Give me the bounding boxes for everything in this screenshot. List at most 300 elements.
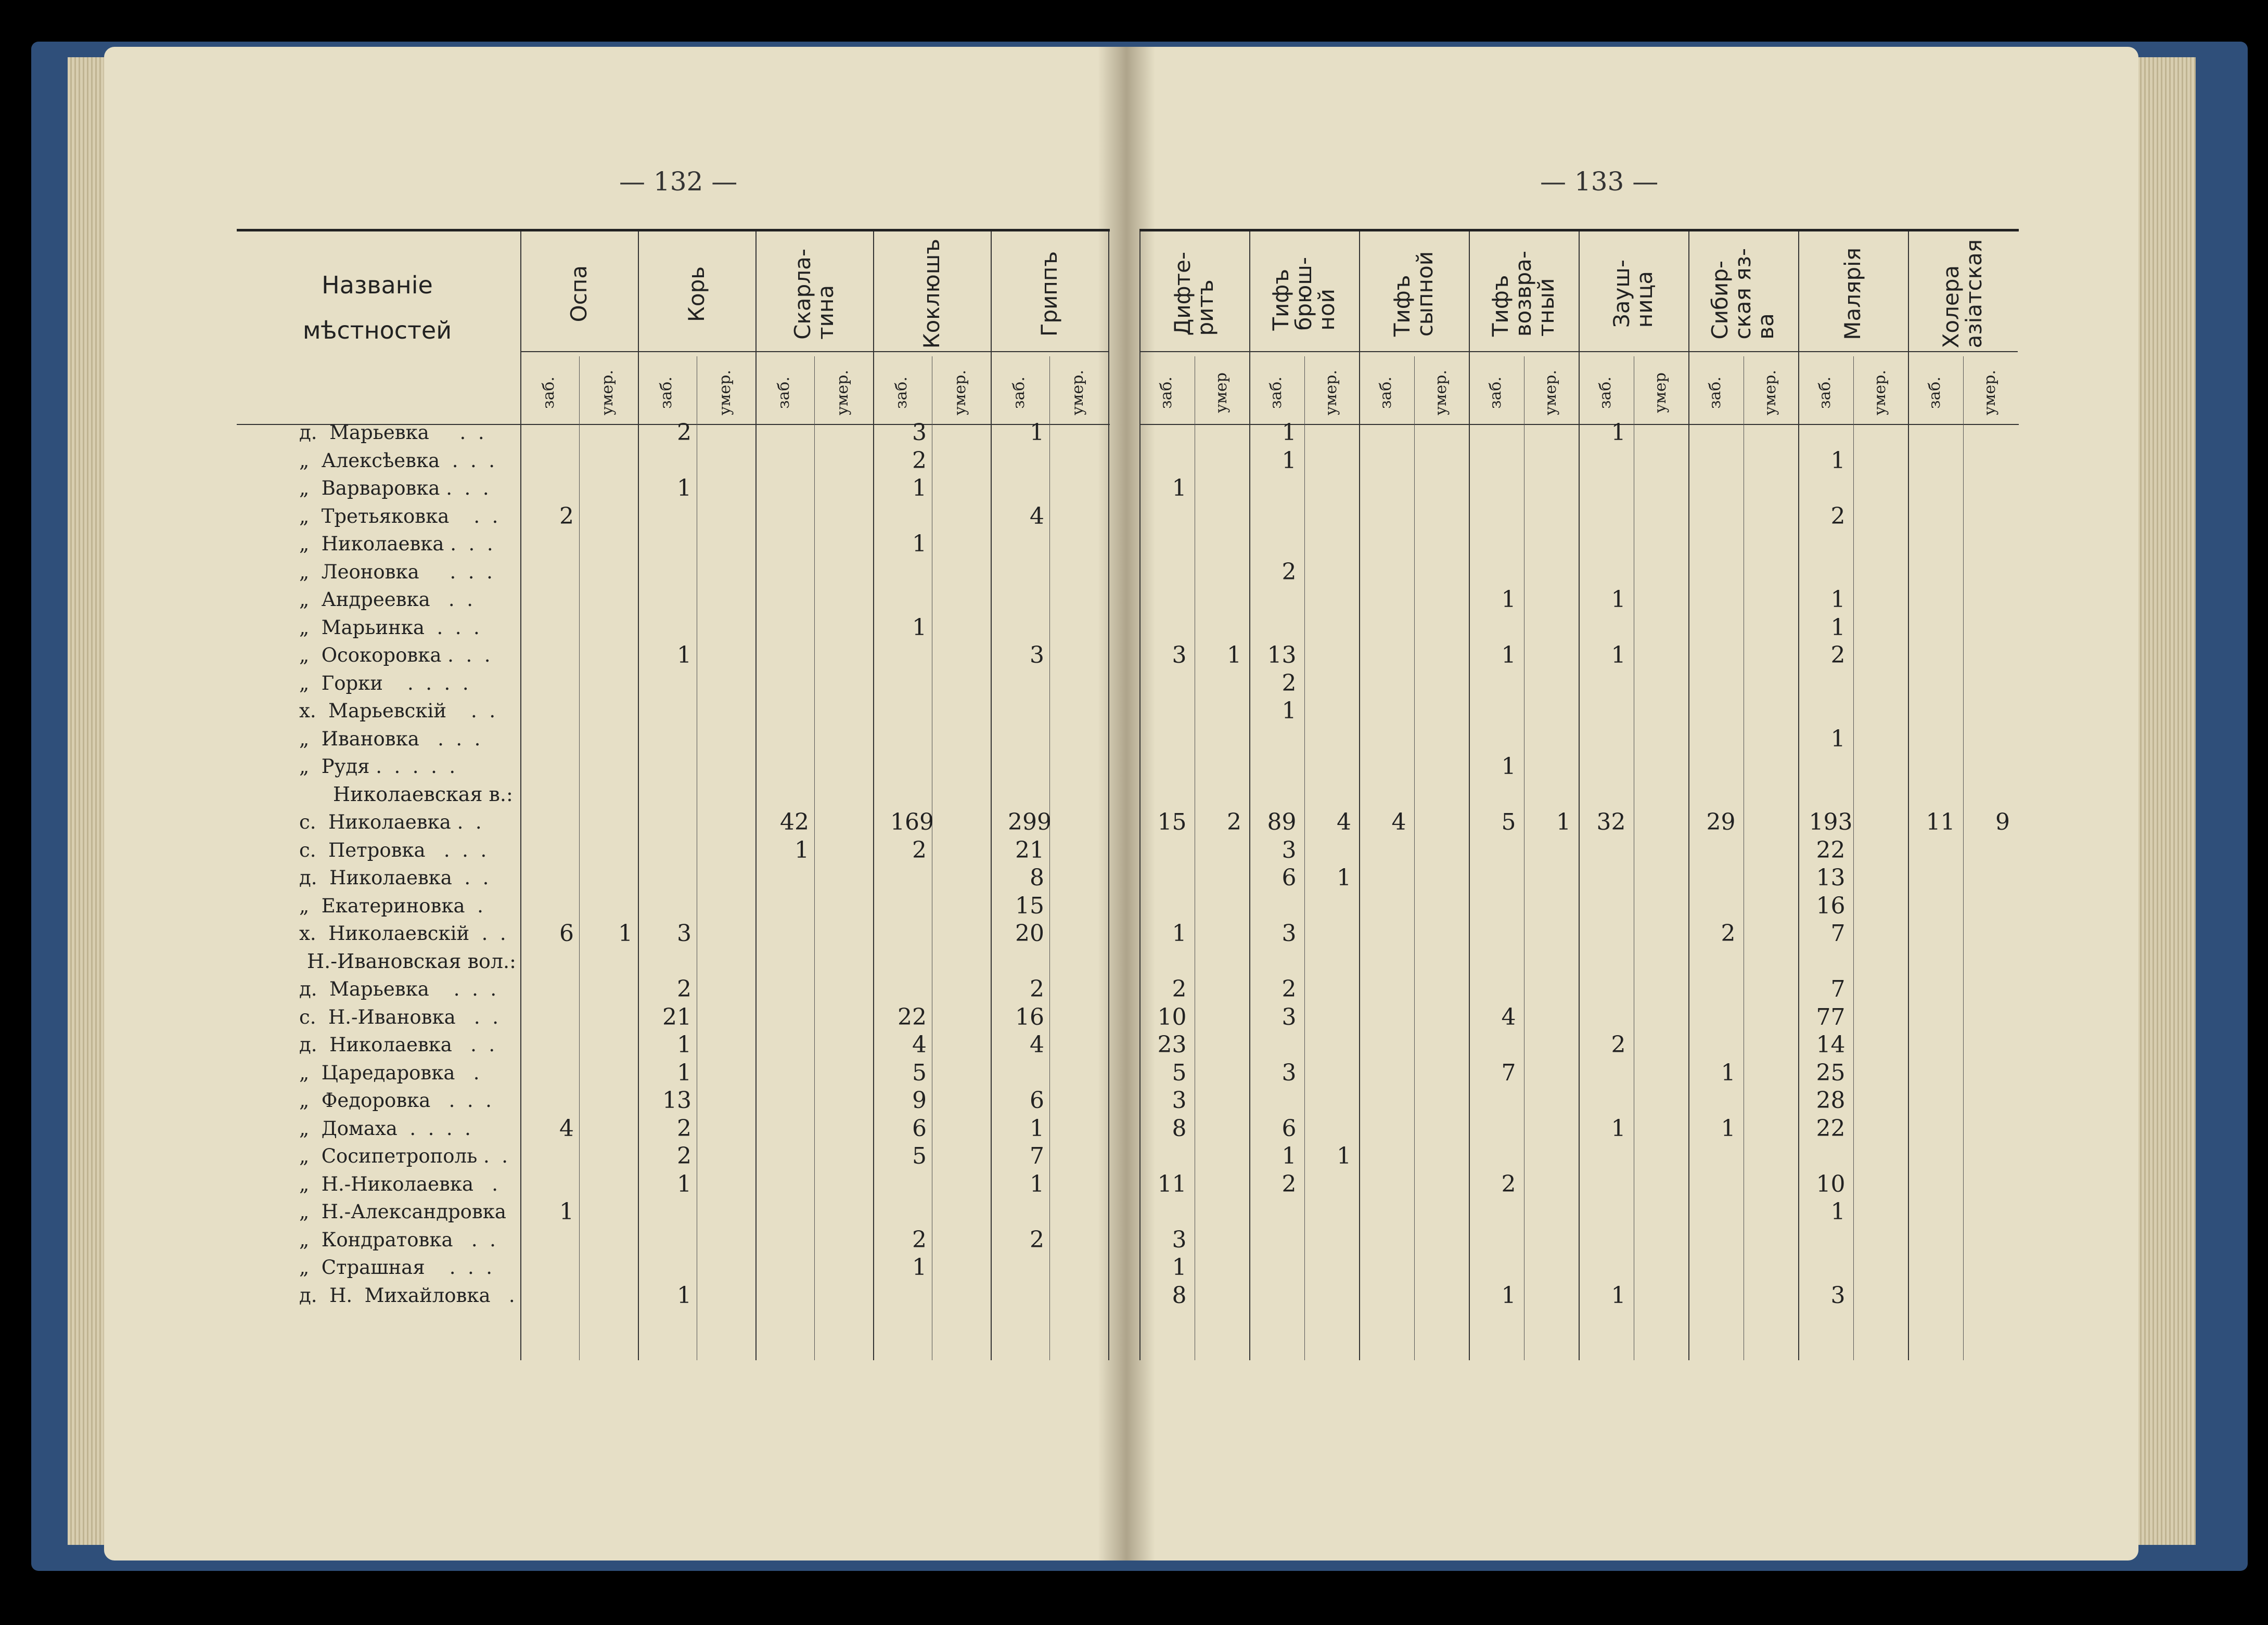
cell-value: 25	[1816, 1059, 1846, 1086]
sub-header	[1865, 362, 1896, 424]
locality-name: „ Екатериновка .	[299, 894, 483, 917]
cell-value: 1	[1501, 753, 1516, 780]
sub-header-rule	[1579, 351, 1688, 352]
cell-value: 1	[912, 531, 927, 557]
cell-value: 1	[1030, 1115, 1044, 1142]
cell-value: 1	[1337, 865, 1351, 891]
cell-value: 1	[795, 836, 809, 863]
cell-value: 3	[1282, 836, 1297, 863]
sub-header-rule	[991, 351, 1108, 352]
sub-header	[1755, 362, 1786, 424]
cell-value: 1	[677, 642, 691, 668]
cell-value: 2	[677, 1143, 691, 1169]
sub-label-ill: заб.	[892, 377, 911, 409]
sub-label-died: умер.	[1431, 370, 1450, 416]
cell-value: 23	[1157, 1031, 1187, 1058]
cell-value: 5	[912, 1143, 927, 1169]
cell-value: 2	[912, 836, 927, 863]
table-row	[1139, 586, 2019, 613]
disease-label: Коклюшъ	[918, 239, 944, 349]
cell-value: 22	[898, 1003, 927, 1030]
sub-header	[1480, 362, 1511, 424]
table-row	[237, 975, 1110, 1003]
sub-header	[651, 362, 682, 424]
table-row	[1139, 1198, 2019, 1226]
cell-value: 1	[677, 1059, 691, 1086]
table-row	[1139, 1282, 2019, 1309]
sub-header-rule	[1249, 351, 1359, 352]
disease-label: Малярія	[1839, 248, 1865, 340]
cell-value: 1	[1172, 920, 1187, 947]
cell-value: 1	[912, 1254, 927, 1281]
sub-label-died: умер.	[1870, 370, 1889, 416]
table-row	[1139, 864, 2019, 892]
cell-value: 1	[1172, 1254, 1187, 1281]
cell-value: 1	[1282, 1143, 1297, 1169]
cell-value: 3	[912, 419, 927, 446]
locality-name: с. Николаевка . .	[299, 811, 482, 833]
disease-header	[898, 239, 966, 349]
table-row	[237, 781, 1110, 808]
cell-value: 3	[1030, 642, 1044, 668]
disease-label: Тифъ возвра- тный	[1487, 251, 1559, 337]
sub-header-rule	[1139, 351, 1249, 352]
sub-header-rule	[1688, 351, 1798, 352]
table-row	[1139, 1031, 2019, 1059]
table-row	[1139, 502, 2019, 530]
locality-name: с. Н.-Ивановка . .	[299, 1005, 498, 1028]
cell-value: 1	[1611, 642, 1626, 668]
sub-header	[1590, 362, 1621, 424]
cell-value: 1	[1611, 1282, 1626, 1309]
cell-value: 15	[1015, 892, 1044, 919]
cell-value: 42	[780, 809, 809, 835]
cell-value: 1	[912, 614, 927, 641]
cell-value: 3	[1172, 642, 1187, 668]
cell-value: 5	[1172, 1059, 1187, 1086]
sub-label-ill: заб.	[1487, 377, 1505, 409]
table-row	[237, 1142, 1110, 1170]
table-row	[237, 892, 1110, 920]
locality-name: „ Страшная . . .	[299, 1256, 493, 1279]
cell-value: 2	[1282, 669, 1297, 697]
table-row	[1139, 975, 2019, 1003]
table-row	[1139, 836, 2019, 864]
table-row	[237, 1087, 1110, 1114]
table-row	[1139, 669, 2019, 697]
locality-name: д. Марьевка . . .	[299, 978, 497, 1000]
sub-label-died: умер.	[834, 370, 852, 416]
disease-header	[1160, 242, 1228, 346]
cell-value: 15	[1157, 809, 1187, 835]
cell-value: 6	[1282, 1115, 1297, 1142]
table-row	[237, 725, 1110, 753]
cell-value: 10	[1157, 1003, 1187, 1030]
table-row	[1139, 920, 2019, 947]
sub-header	[886, 362, 917, 424]
cell-value: 1	[912, 475, 927, 501]
cell-value: 1	[1721, 1115, 1736, 1142]
cell-value: 1	[1830, 447, 1846, 474]
cell-value: 11	[1157, 1170, 1187, 1197]
cell-value: 89	[1267, 809, 1297, 835]
locality-name: с. Петровка . . .	[299, 839, 487, 861]
disease-header	[1380, 242, 1447, 346]
sub-label-died: умер.	[1069, 370, 1087, 416]
table-row	[1139, 1226, 2019, 1254]
disease-header	[1487, 242, 1559, 346]
page-edges-left	[68, 57, 109, 1545]
cell-value: 6	[1030, 1087, 1044, 1114]
disease-label: Дифте- ритъ	[1169, 252, 1218, 336]
sub-label-ill: заб.	[1926, 377, 1944, 409]
sub-label-died: умер.	[716, 370, 735, 416]
sub-label-ill: заб.	[1157, 377, 1176, 409]
cell-value: 1	[1611, 586, 1626, 613]
cell-value: 7	[1030, 1143, 1044, 1169]
locality-name: д. Марьевка . .	[299, 421, 484, 444]
cell-value: 2	[677, 1115, 691, 1142]
cell-value: 5	[912, 1059, 927, 1086]
table-row	[1139, 725, 2019, 753]
table-row	[1139, 1003, 2019, 1031]
table-row	[237, 808, 1110, 836]
cell-value: 2	[1830, 642, 1846, 668]
sub-header-rule	[1798, 351, 1908, 352]
cell-value: 2	[912, 447, 927, 474]
cell-value: 2	[1830, 502, 1846, 530]
table-row	[1139, 948, 2019, 975]
sub-header-rule	[638, 351, 755, 352]
cell-value: 32	[1596, 809, 1626, 835]
table-row	[237, 641, 1110, 669]
table-right	[1139, 229, 2019, 1360]
cell-value: 2	[559, 502, 574, 530]
locality-name: „ Федоровка . . .	[299, 1089, 492, 1112]
sub-label-died: умер.	[1541, 370, 1560, 416]
cell-value: 4	[1337, 809, 1351, 835]
locality-name: х. Марьевскій . .	[299, 700, 496, 722]
page-number-right: — 133 —	[1540, 166, 1659, 197]
cell-value: 20	[1015, 920, 1044, 947]
cell-value: 3	[1172, 1087, 1187, 1114]
sub-header	[1062, 362, 1094, 424]
disease-label: Зауш- ница	[1608, 260, 1657, 328]
locality-name: д. Николаевка . .	[299, 1034, 495, 1056]
sub-header	[1426, 362, 1457, 424]
table-row	[1139, 474, 2019, 502]
locality-name: х. Николаевскій . .	[299, 922, 506, 945]
cell-value: 1	[677, 1170, 691, 1197]
disease-header	[780, 242, 848, 346]
cell-value: 4	[1030, 502, 1044, 530]
sub-header-rule	[1908, 351, 2018, 352]
cell-value: 3	[1172, 1226, 1187, 1253]
cell-value: 2	[1227, 809, 1241, 835]
table-row	[1139, 1142, 2019, 1170]
table-row	[237, 1226, 1110, 1254]
sub-header	[1004, 362, 1035, 424]
cell-value: 2	[1721, 920, 1736, 947]
cell-value: 10	[1816, 1170, 1846, 1197]
cell-value: 3	[1282, 1059, 1297, 1086]
sub-header-rule	[520, 351, 638, 352]
table-row	[237, 753, 1110, 780]
cell-value: 1	[1611, 419, 1626, 446]
disease-label: Корь	[683, 266, 709, 322]
cell-value: 28	[1816, 1087, 1846, 1114]
table-row	[237, 1254, 1110, 1281]
sub-header	[1975, 362, 2006, 424]
sub-header	[1261, 362, 1292, 424]
table-row	[1139, 614, 2019, 641]
locality-name: „ Кондратовка . .	[299, 1228, 496, 1251]
cell-value: 1	[1501, 1282, 1516, 1309]
sub-label-died: умер	[1651, 372, 1670, 413]
sub-label-ill: заб.	[1706, 377, 1725, 409]
cell-value: 4	[912, 1031, 927, 1058]
sub-label-ill: заб.	[1377, 377, 1395, 409]
disease-header	[1929, 239, 1996, 349]
cell-value: 4	[559, 1115, 574, 1142]
sub-label-ill: заб.	[775, 377, 793, 409]
cell-value: 1	[1227, 642, 1241, 668]
cell-value: 13	[1267, 642, 1297, 668]
sub-header-rule	[1359, 351, 1469, 352]
sub-header	[1810, 362, 1841, 424]
cell-value: 5	[1501, 809, 1516, 835]
sub-header-rule	[873, 351, 991, 352]
sub-header	[1919, 362, 1951, 424]
table-row	[237, 614, 1110, 641]
cell-value: 2	[1282, 976, 1297, 1002]
cell-value: 2	[1611, 1031, 1626, 1058]
cell-value: 1	[559, 1198, 574, 1225]
section-title: Н.-Ивановская вол.:	[307, 949, 516, 973]
cell-value: 2	[677, 419, 691, 446]
cell-value: 1	[1830, 614, 1846, 641]
table-row	[237, 920, 1110, 947]
sub-header-rule	[1469, 351, 1579, 352]
table-row	[237, 530, 1110, 558]
table-row	[237, 1031, 1110, 1059]
locality-name: „ Осокоровка . . .	[299, 644, 491, 666]
cell-value: 1	[1337, 1143, 1351, 1169]
cell-value: 1	[1501, 586, 1516, 613]
cell-value: 11	[1926, 809, 1955, 835]
table-row	[237, 502, 1110, 530]
table-row	[237, 948, 1110, 975]
locality-name: „ Алексѣевка . . .	[299, 449, 495, 472]
disease-header	[1016, 242, 1083, 346]
locality-name: „ Рудя . . . . .	[299, 755, 456, 778]
cell-value: 1	[1830, 586, 1846, 613]
table-row	[1139, 1059, 2019, 1087]
locality-name: „ Сосипетрополь . .	[299, 1145, 508, 1167]
table-row	[1139, 1087, 2019, 1114]
cell-value: 3	[1830, 1282, 1846, 1309]
cell-value: 7	[1830, 976, 1846, 1002]
table-row	[237, 558, 1110, 586]
cell-value: 169	[890, 809, 934, 835]
cell-value: 6	[912, 1115, 927, 1142]
table-row	[237, 1282, 1110, 1309]
cell-value: 2	[1172, 976, 1187, 1002]
table-row	[237, 447, 1110, 474]
sub-header	[1645, 362, 1676, 424]
cell-value: 9	[912, 1087, 927, 1114]
cell-value: 1	[1556, 809, 1571, 835]
table-row	[1139, 1115, 2019, 1142]
table-row	[1139, 697, 2019, 725]
locality-name: „ Домаха . . . .	[299, 1117, 471, 1140]
locality-name: д. Николаевка . .	[299, 867, 489, 889]
locality-name: „ Леоновка . . .	[299, 560, 493, 583]
sub-label-ill: заб.	[1596, 377, 1615, 409]
table-row	[237, 864, 1110, 892]
table-row	[237, 697, 1110, 725]
sub-header	[1316, 362, 1347, 424]
disease-label: Тифъ сыпной	[1389, 251, 1438, 337]
cell-value: 21	[1015, 836, 1044, 863]
cell-value: 6	[1282, 865, 1297, 891]
locality-name: „ Андреевка . .	[299, 588, 473, 611]
sub-label-died: умер.	[1980, 370, 1999, 416]
cell-value: 21	[662, 1003, 691, 1030]
cell-value: 1	[1830, 725, 1846, 752]
cell-value: 1	[1501, 642, 1516, 668]
table-row	[237, 1198, 1110, 1226]
cell-value: 1	[1721, 1059, 1736, 1086]
locality-name: „ Ивановка . . .	[299, 727, 481, 750]
sub-label-ill: заб.	[657, 377, 676, 409]
locality-name: д. Н. Михайловка .	[299, 1284, 515, 1307]
cell-value: 1	[1611, 1115, 1626, 1142]
table-row	[1139, 753, 2019, 780]
disease-label: Оспа	[566, 265, 592, 323]
cell-value: 2	[1282, 558, 1297, 585]
cell-value: 8	[1172, 1115, 1187, 1142]
sub-label-died: умер.	[1761, 370, 1779, 416]
cell-value: 2	[1282, 1170, 1297, 1197]
locality-name: „ Горки . . . .	[299, 672, 469, 694]
sub-header	[768, 362, 800, 424]
sub-label-ill: заб.	[1267, 377, 1286, 409]
disease-header	[1599, 242, 1667, 346]
sub-header	[1151, 362, 1182, 424]
disease-label: Сибир- ская яз- ва	[1707, 248, 1779, 340]
table-row	[237, 419, 1110, 446]
locality-name: „ Варваровка . . .	[299, 477, 489, 499]
cell-value: 2	[912, 1226, 927, 1253]
table-row	[1139, 419, 2019, 446]
cell-value: 13	[1816, 865, 1846, 891]
disease-label: Скарла- тина	[789, 248, 838, 340]
table-row	[237, 669, 1110, 697]
cell-value: 1	[677, 475, 691, 501]
cell-value: 4	[1391, 809, 1406, 835]
cell-value: 22	[1816, 1115, 1846, 1142]
sub-header	[945, 362, 976, 424]
cell-value: 77	[1816, 1003, 1846, 1030]
table-row	[1139, 781, 2019, 808]
cell-value: 1	[677, 1282, 691, 1309]
cell-value: 1	[1282, 447, 1297, 474]
table-left	[237, 229, 1110, 1360]
sub-label-died: умер	[1212, 372, 1231, 413]
cell-value: 4	[1030, 1031, 1044, 1058]
table-row	[1139, 808, 2019, 836]
table-row	[1139, 530, 2019, 558]
cell-value: 6	[559, 920, 574, 947]
locality-name: „ Н.-Николаевка .	[299, 1172, 498, 1195]
disease-label: Гриппъ	[1036, 251, 1062, 337]
table-row	[237, 1003, 1110, 1031]
cell-value: 1	[1030, 419, 1044, 446]
sub-label-died: умер.	[598, 370, 617, 416]
table-row	[237, 474, 1110, 502]
cell-value: 1	[618, 920, 633, 947]
table-row	[237, 1059, 1110, 1087]
section-title: Николаевская в.:	[333, 782, 513, 806]
disease-header	[1267, 242, 1340, 346]
cell-value: 16	[1816, 892, 1846, 919]
cell-value: 16	[1015, 1003, 1044, 1030]
table-row	[1139, 558, 2019, 586]
sub-header	[1370, 362, 1402, 424]
sub-header	[827, 362, 858, 424]
cell-value: 1	[1030, 1170, 1044, 1197]
cell-value: 29	[1706, 809, 1736, 835]
page-edges-right	[2133, 57, 2196, 1545]
locality-name: „ Третьяковка . .	[299, 505, 498, 527]
disease-header	[1709, 242, 1777, 346]
cell-value: 3	[677, 920, 691, 947]
table-row	[1139, 892, 2019, 920]
sub-header	[533, 362, 565, 424]
cell-value: 1	[677, 1031, 691, 1058]
cell-value: 14	[1816, 1031, 1846, 1058]
table-row	[1139, 1254, 2019, 1281]
cell-value: 13	[662, 1087, 691, 1114]
locality-name: „ Николаевка . . .	[299, 533, 493, 555]
cell-value: 3	[1282, 1003, 1297, 1030]
disease-label: Холера азіатская	[1938, 239, 1987, 349]
disease-header	[663, 242, 731, 346]
disease-label: Тифъ брюш- ной	[1267, 257, 1340, 331]
table-row	[1139, 447, 2019, 474]
header-locality: Названіе мѣстностей	[302, 271, 452, 345]
cell-value: 1	[1172, 475, 1187, 501]
sub-header	[710, 362, 741, 424]
sub-header	[1700, 362, 1731, 424]
table-row	[237, 836, 1110, 864]
cell-value: 8	[1030, 865, 1044, 891]
page-number-left: — 132 —	[619, 166, 738, 197]
sub-label-ill: заб.	[1010, 377, 1029, 409]
cell-value: 2	[1030, 976, 1044, 1002]
table-row	[237, 586, 1110, 613]
cell-value: 4	[1501, 1003, 1516, 1030]
cell-value: 1	[1282, 698, 1297, 724]
sub-label-died: умер.	[951, 370, 970, 416]
sub-header-rule	[755, 351, 873, 352]
cell-value: 299	[1008, 809, 1052, 835]
cell-value: 22	[1816, 836, 1846, 863]
locality-name: „ Марьинка . . .	[299, 616, 480, 639]
cell-value: 3	[1282, 920, 1297, 947]
sub-header	[1535, 362, 1567, 424]
